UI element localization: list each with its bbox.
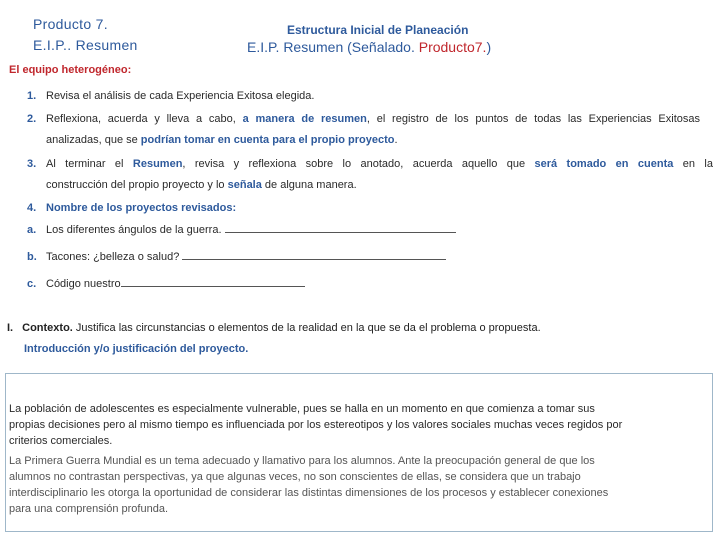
sub-item-b-blank [182, 250, 446, 260]
sub-letter-c: c. [27, 278, 37, 290]
subtitle-suffix: ) [486, 39, 492, 55]
header-product-line2: E.I.P.. Resumen [33, 37, 138, 53]
list-item-2-line2 [46, 129, 398, 151]
list-number-1: 1. [27, 90, 37, 102]
sub-letter-b: b. [27, 251, 37, 263]
sub-item-a [46, 219, 456, 241]
box-p1-line3: criterios comerciales. [9, 435, 113, 447]
document-title: Estructura Inicial de Planeación [287, 23, 469, 37]
section-roman: I. [7, 322, 14, 334]
list-number-2: 2. [27, 113, 37, 125]
box-p1-line2: propias decisiones pero al mismo tiempo es influenciada por los estereotipos y los valores sociales muchas veces regidos por [9, 419, 623, 431]
subtitle-prefix: E.I.P. Resumen (Señalado. [247, 39, 419, 55]
item3-text-b: , revisa y reflexiona sobre lo anotado, acuerda aquello que [182, 158, 535, 170]
item2-text-d: . [394, 134, 398, 146]
subtitle-product: Producto7. [418, 39, 487, 55]
justification-textbox[interactable] [5, 373, 713, 532]
box-p1-line1: La población de adolescentes es especialmente vulnerable, pues se halla en un momento en que comienza a tomar sus [9, 403, 595, 415]
item3-text-a: Al terminar el [46, 158, 133, 170]
sub-item-a-blank [225, 223, 456, 233]
box-p2-line2: alumnos no contrastan perspectivas, ya que algunas veces, no son conscientes de ellas, se considera que un trabajo [9, 471, 581, 483]
item2-highlight-b: podrían tomar en cuenta para el propio proyecto [140, 134, 395, 146]
header-product-line1: Producto 7. [33, 16, 108, 32]
section-heading: Contexto. [22, 322, 73, 334]
list-item-4: Nombre de los proyectos revisados: [46, 202, 237, 214]
sub-item-a-text: Los diferentes ángulos de la guerra. [46, 224, 225, 236]
box-p2-line4: para una comprensión profunda. [9, 503, 168, 515]
item3-text-d: construcción del propio proyecto y lo [46, 179, 228, 191]
section-subheading: Introducción y/o justificación del proyecto. [24, 343, 249, 355]
list-number-4: 4. [27, 202, 37, 214]
item3-highlight-c: señala [227, 179, 262, 191]
sub-item-c-blank [121, 277, 305, 287]
item3-text-e: de alguna manera. [261, 179, 357, 191]
list-item-2-line1 [46, 108, 700, 130]
list-item-3-line2 [46, 174, 357, 196]
sub-item-c [46, 273, 305, 295]
item2-text-b: , el registro de los puntos de todas las Experiencias Exitosas [366, 113, 700, 125]
sub-item-c-text: Código nuestro [46, 278, 121, 290]
header-product-label [33, 14, 138, 56]
list-item-1: Revisa el análisis de cada Experiencia Exitosa elegida. [46, 90, 315, 102]
box-p2-line3: interdisciplinario les otorga la oportunidad de considerar las distintas dimensiones de los procesos y establecer conexiones [9, 487, 609, 499]
item3-highlight-a: Resumen [132, 158, 183, 170]
item3-highlight-b: será tomado en cuenta [534, 158, 674, 170]
section-description: Justifica las circunstancias o elementos de la realidad en la que se da el problema o propuesta. [72, 322, 541, 334]
sub-item-b-text: Tacones: ¿belleza o salud? [46, 251, 183, 263]
list-number-3: 3. [27, 158, 37, 170]
item2-highlight-a: a manera de resumen [242, 113, 367, 125]
sub-letter-a: a. [27, 224, 37, 236]
item2-text-a: Reflexiona, acuerda y lleva a cabo, [46, 113, 243, 125]
item2-text-c: analizadas, que se [46, 134, 141, 146]
team-label: El equipo heterogéneo: [9, 64, 132, 76]
list-item-3-line1 [46, 153, 713, 175]
sub-item-b [46, 246, 446, 268]
document-subtitle [247, 39, 491, 55]
item3-text-c: en la [673, 158, 713, 170]
section-context [7, 322, 541, 334]
box-p2-line1: La Primera Guerra Mundial es un tema adecuado y llamativo para los alumnos. Ante la preocupación general de que los [9, 455, 595, 467]
